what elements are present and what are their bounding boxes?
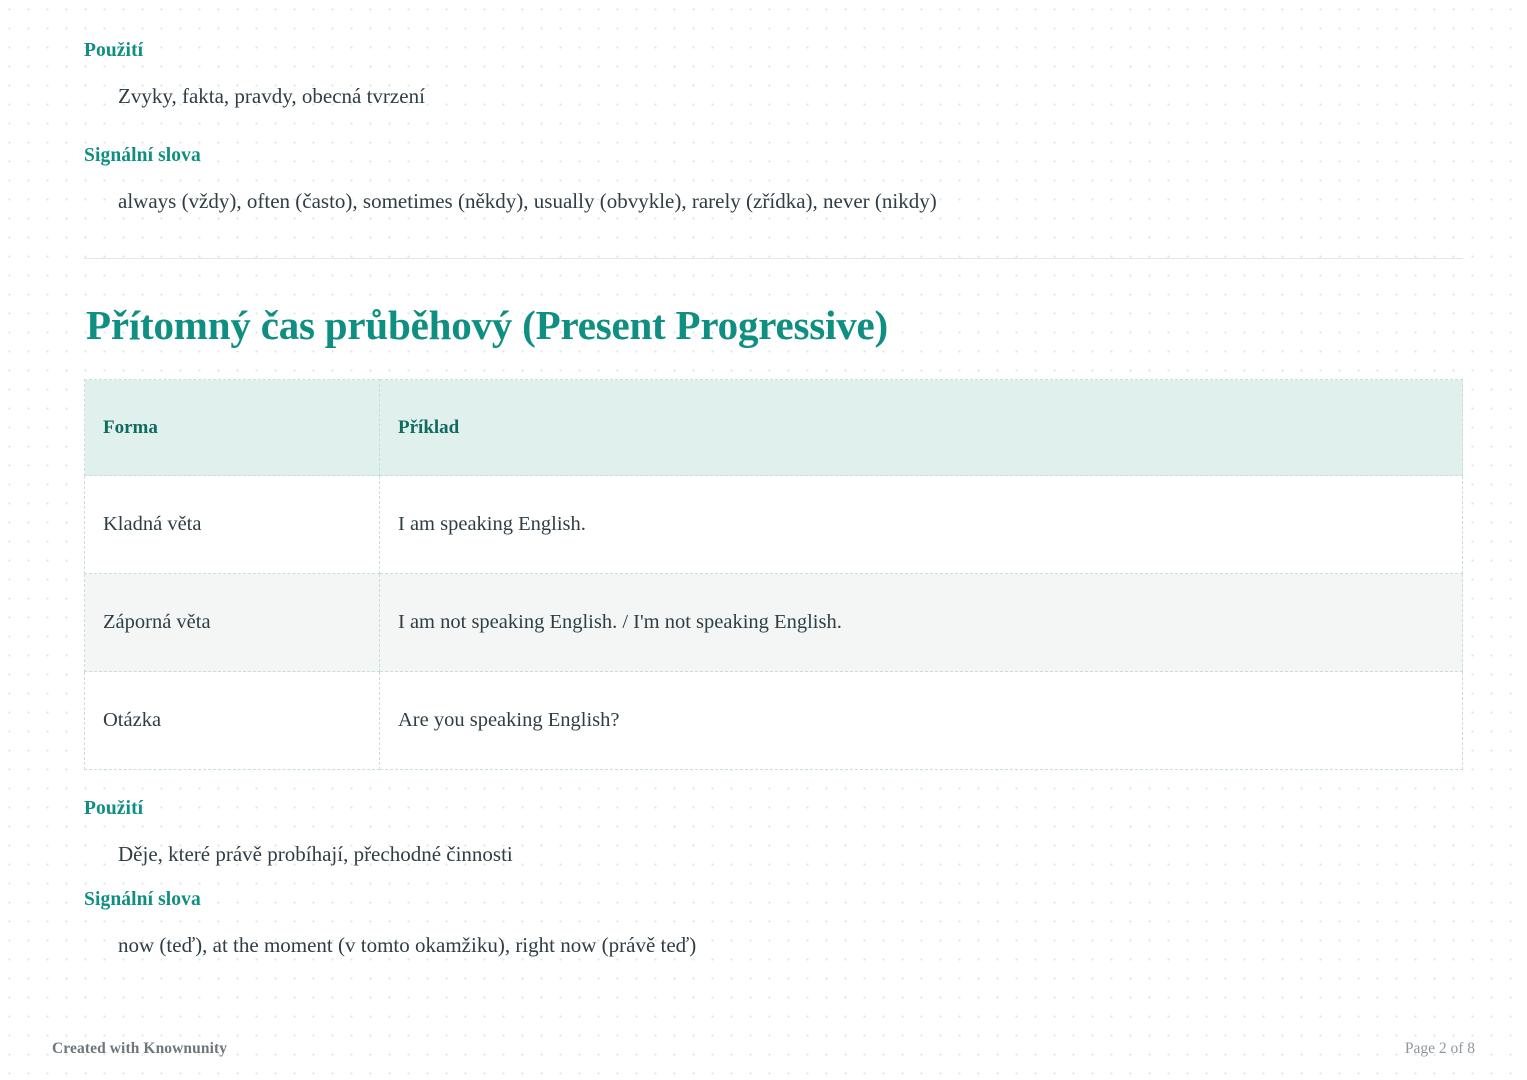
signal-label-bottom: Signální slova: [84, 889, 201, 910]
bottom-usage-block: [84, 798, 1463, 867]
spacer-2: [84, 867, 1463, 889]
table-row: [85, 574, 1463, 672]
table-body: [85, 476, 1463, 770]
page-content: [84, 40, 1463, 958]
cell-forma: Kladná věta: [85, 476, 380, 574]
signal-label-top: Signální slova: [84, 145, 201, 166]
page-footer: [52, 1040, 1475, 1058]
usage-text-bottom: Děje, které právě probíhají, přechodné činnosti: [118, 842, 513, 866]
bottom-signal-block: [84, 889, 1463, 958]
cell-priklad: Are you speaking English?: [380, 672, 1463, 770]
footer-page-number: Page 2 of 8: [1404, 1040, 1475, 1057]
page-title: Přítomný čas průběhový (Present Progressive): [86, 302, 888, 348]
table-row: [85, 672, 1463, 770]
cell-forma: Otázka: [85, 672, 380, 770]
table-header-row: [85, 380, 1463, 476]
top-signal-block: [84, 145, 1463, 214]
column-header-priklad: Příklad: [380, 380, 1463, 476]
cell-priklad: I am speaking English.: [380, 476, 1463, 574]
signal-text-top: always (vždy), often (často), sometimes (někdy), usually (obvykle), rarely (zřídka), never (nikdy): [118, 189, 937, 213]
usage-label-top: Použití: [84, 40, 144, 61]
forms-table: [84, 379, 1463, 770]
spacer-1: [84, 109, 1463, 145]
column-header-forma: Forma: [85, 380, 380, 476]
section-divider: [84, 258, 1463, 259]
top-usage-block: [84, 40, 1463, 109]
table-head: [85, 380, 1463, 476]
cell-forma: Záporná věta: [85, 574, 380, 672]
cell-priklad: I am not speaking English. / I'm not speaking English.: [380, 574, 1463, 672]
table-row: [85, 476, 1463, 574]
footer-credit: Created with Knownunity: [52, 1040, 228, 1057]
signal-text-bottom: now (teď), at the moment (v tomto okamžiku), right now (právě teď): [118, 933, 697, 957]
usage-label-bottom: Použití: [84, 798, 144, 819]
usage-text-top: Zvyky, fakta, pravdy, obecná tvrzení: [118, 84, 425, 108]
